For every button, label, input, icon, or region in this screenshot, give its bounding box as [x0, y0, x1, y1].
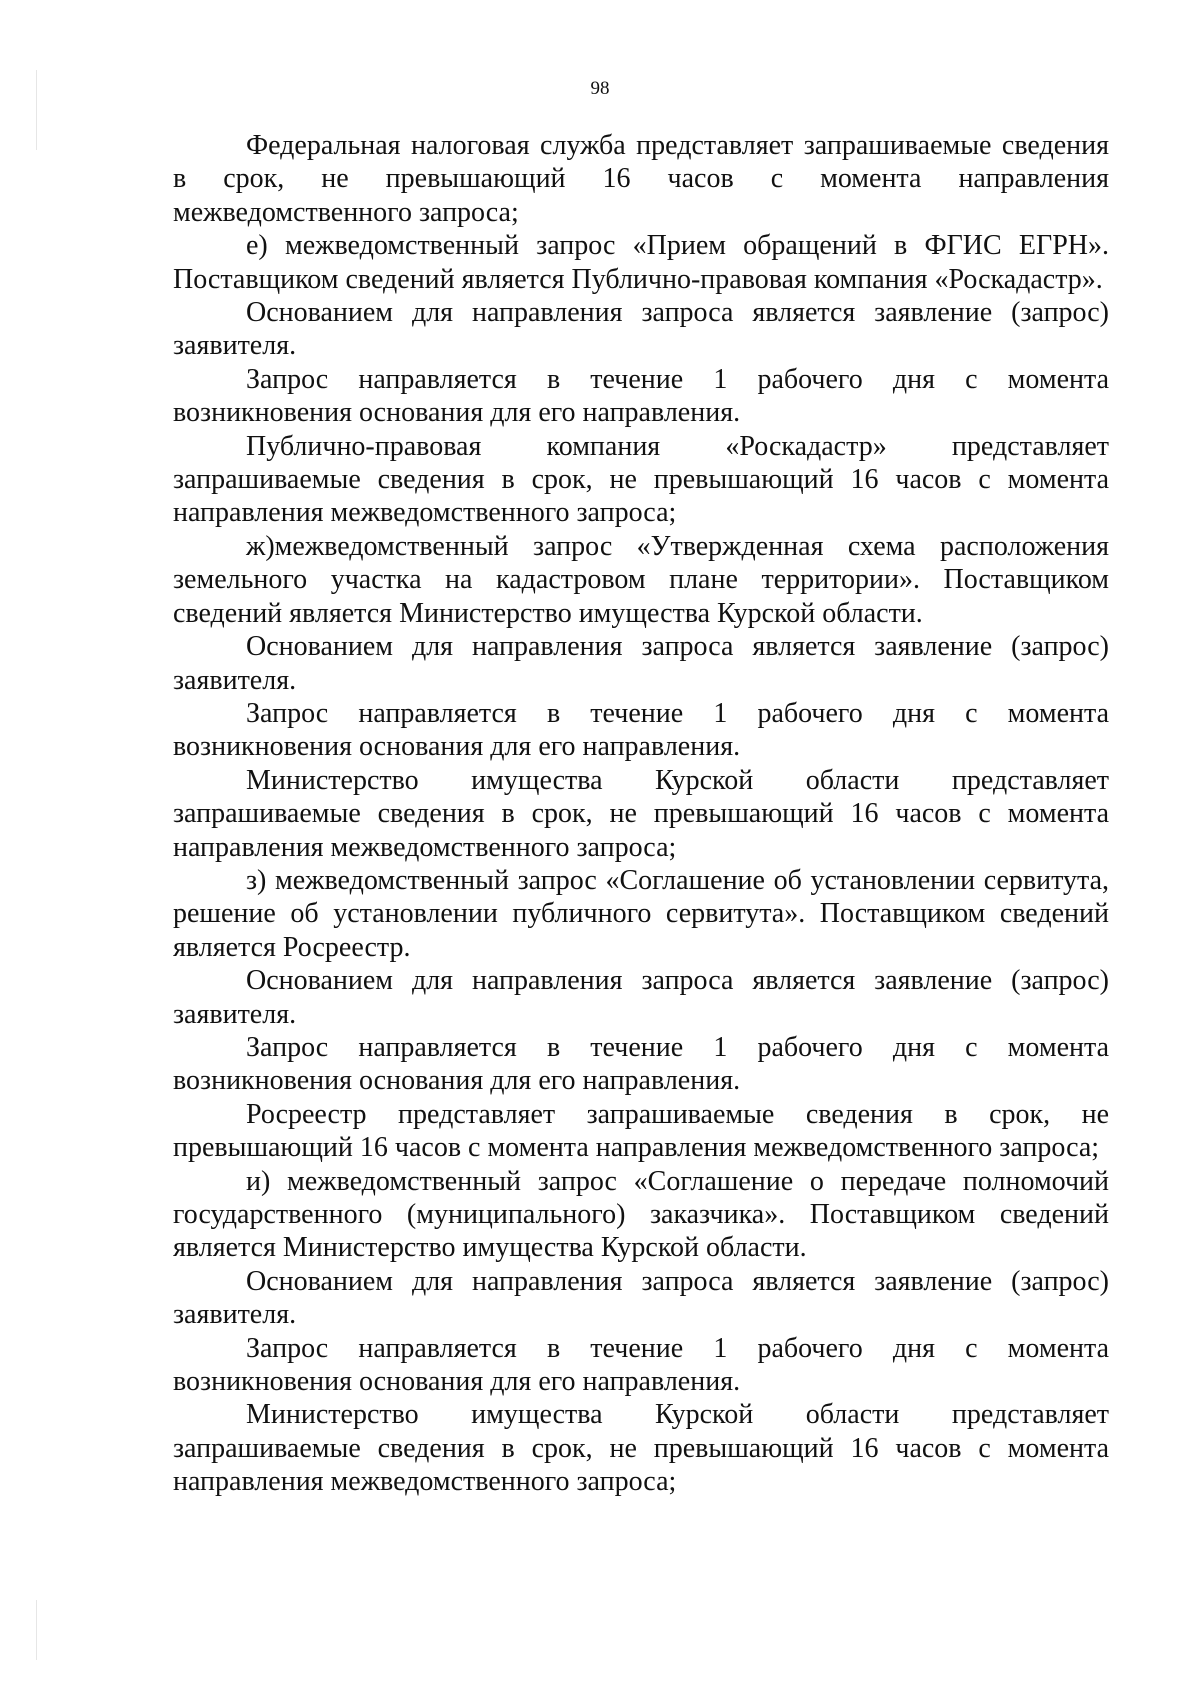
paragraph: Публично-правовая компания «Роскадастр» представляет запрашиваемые сведения в срок, не превышающий 16 часов с момента направления межведомственного запроса;	[173, 430, 1109, 529]
paragraph: Запрос направляется в течение 1 рабочего дня с момента возникновения основания для его направления.	[173, 1332, 1109, 1398]
document-body	[173, 129, 1109, 1499]
paragraph: Запрос направляется в течение 1 рабочего дня с момента возникновения основания для его направления.	[173, 1031, 1109, 1097]
paragraph: з) межведомственный запрос «Соглашение об установлении сервитута, решение об установлении публичного сервитута». Поставщиком сведений является Росреестр.	[173, 864, 1109, 963]
paragraph: Основанием для направления запроса является заявление (запрос) заявителя.	[173, 965, 1109, 1030]
paragraph: Запрос направляется в течение 1 рабочего дня с момента возникновения основания для его направления.	[173, 697, 1109, 763]
page-number: 98	[590, 78, 610, 99]
paragraph: Основанием для направления запроса является заявление (запрос) заявителя.	[173, 297, 1109, 362]
paragraph: Федеральная налоговая служба представляет запрашиваемые сведения в срок, не превышающий 16 часов с момента направления межведомственного запроса;	[173, 130, 1109, 228]
paragraph: Основанием для направления запроса является заявление (запрос) заявителя.	[173, 1265, 1109, 1331]
paragraph: Основанием для направления запроса является заявление (запрос) заявителя.	[173, 631, 1109, 696]
paragraph: Министерство имущества Курской области представляет запрашиваемые сведения в срок, не превышающий 16 часов с момента направления межведомственного запроса;	[173, 764, 1109, 863]
paragraph: Министерство имущества Курской области представляет запрашиваемые сведения в срок, не превышающий 16 часов с момента направления межведомственного запроса;	[173, 1399, 1109, 1498]
paragraph: Запрос направляется в течение 1 рабочего дня с момента возникновения основания для его направления.	[173, 363, 1109, 429]
paragraph: е) межведомственный запрос «Прием обращений в ФГИС ЕГРН». Поставщиком сведений является Публично-правовая компания «Роскадастр».	[173, 230, 1109, 295]
scan-edge-mark	[36, 1600, 37, 1660]
paragraph: Росреестр представляет запрашиваемые сведения в срок, не превышающий 16 часов с момента направления межведомственного запроса;	[173, 1098, 1109, 1164]
paragraph: и) межведомственный запрос «Соглашение о передаче полномочий государственного (муниципального) заказчика». Поставщиком сведений является Министерство имущества Курской области.	[173, 1165, 1109, 1264]
paragraph: ж)межведомственный запрос «Утвержденная схема расположения земельного участка на кадастровом плане территории». Поставщиком сведений является Министерство имущества Курской области.	[173, 530, 1109, 629]
